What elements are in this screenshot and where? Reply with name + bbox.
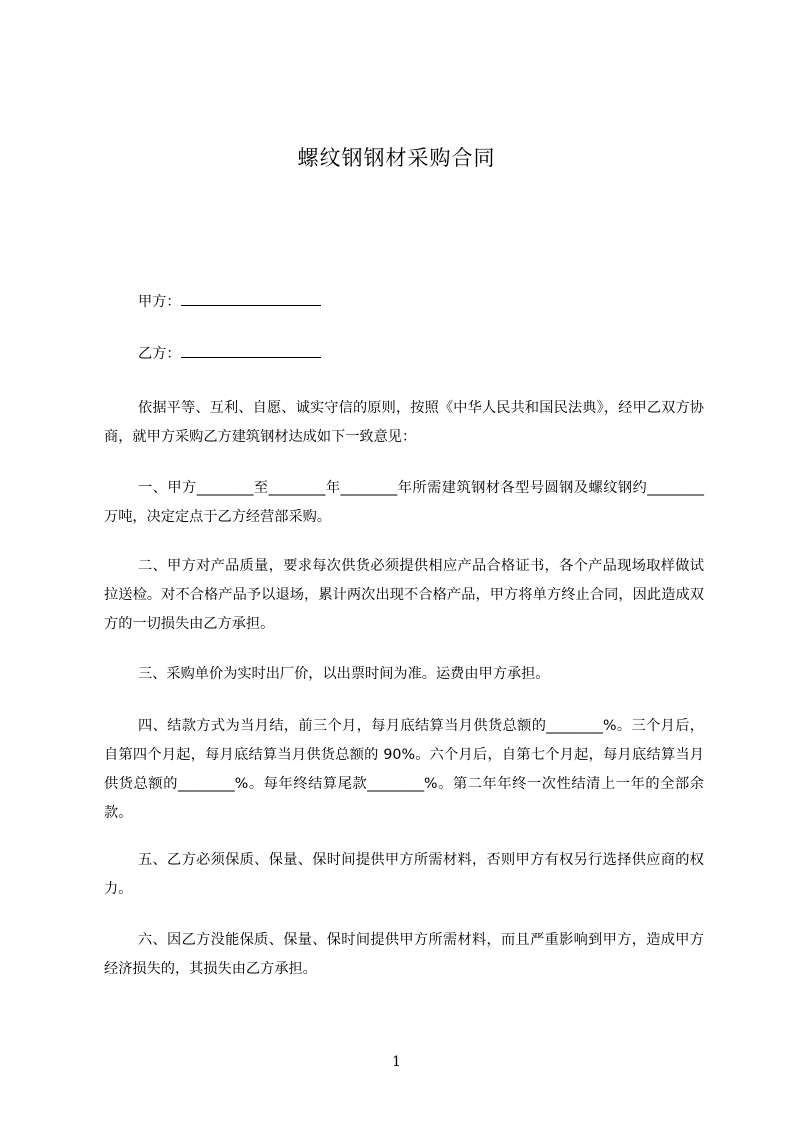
clause-5: 五、乙方必须保质、保量、保时间提供甲方所需材料，否则甲方有权另行选择供应商的权力。: [104, 852, 704, 897]
party-b-blank[interactable]: [181, 343, 321, 358]
clause-3: 三、采购单价为实时出厂价，以出票时间为准。运费由甲方承担。: [138, 666, 550, 682]
clause-2: 二、甲方对产品质量，要求每次供货必须提供相应产品合格证书，各个产品现场取样做试拉送检。对不合格产品予以退场，累计两次出现不合格产品，甲方将单方终止合同，因此造成双方的一切损失由乙方承担。: [104, 558, 704, 632]
party-a-label: 甲方：: [138, 294, 181, 310]
clause-6: 六、因乙方没能保质、保量、保时间提供甲方所需材料，而且严重影响到甲方，造成甲方经济损失的，其损失由乙方承担。: [104, 932, 704, 977]
party-b-label: 乙方：: [138, 346, 181, 362]
clause-4: 四、结款方式为当月结，前三个月，每月底结算当月供货总额的________%。三个月后，自第四个月起，每月底结算当月供货总额的 90%。六个月后，自第七个月起，每月底结算当月供货总额的________%。每年终结算尾款________%。第二年年终一次性结清上一年的全部余款。: [104, 718, 704, 821]
clause-1: 一、甲方________至________年________年所需建筑钢材各型号圆钢及螺纹钢约________万吨，决定定点于乙方经营部采购。: [104, 480, 704, 525]
page-number: 1: [392, 1054, 401, 1070]
party-a-line: [104, 288, 704, 317]
intro-paragraph: 依据平等、互利、自愿、诚实守信的原则，按照《中华人民共和国民法典》，经甲乙双方协商，就甲方采购乙方建筑钢材达成如下一致意见：: [104, 400, 704, 445]
party-a-blank[interactable]: [181, 291, 321, 306]
document-title: 螺纹钢钢材采购合同: [297, 146, 496, 170]
party-b-line: [104, 340, 704, 369]
